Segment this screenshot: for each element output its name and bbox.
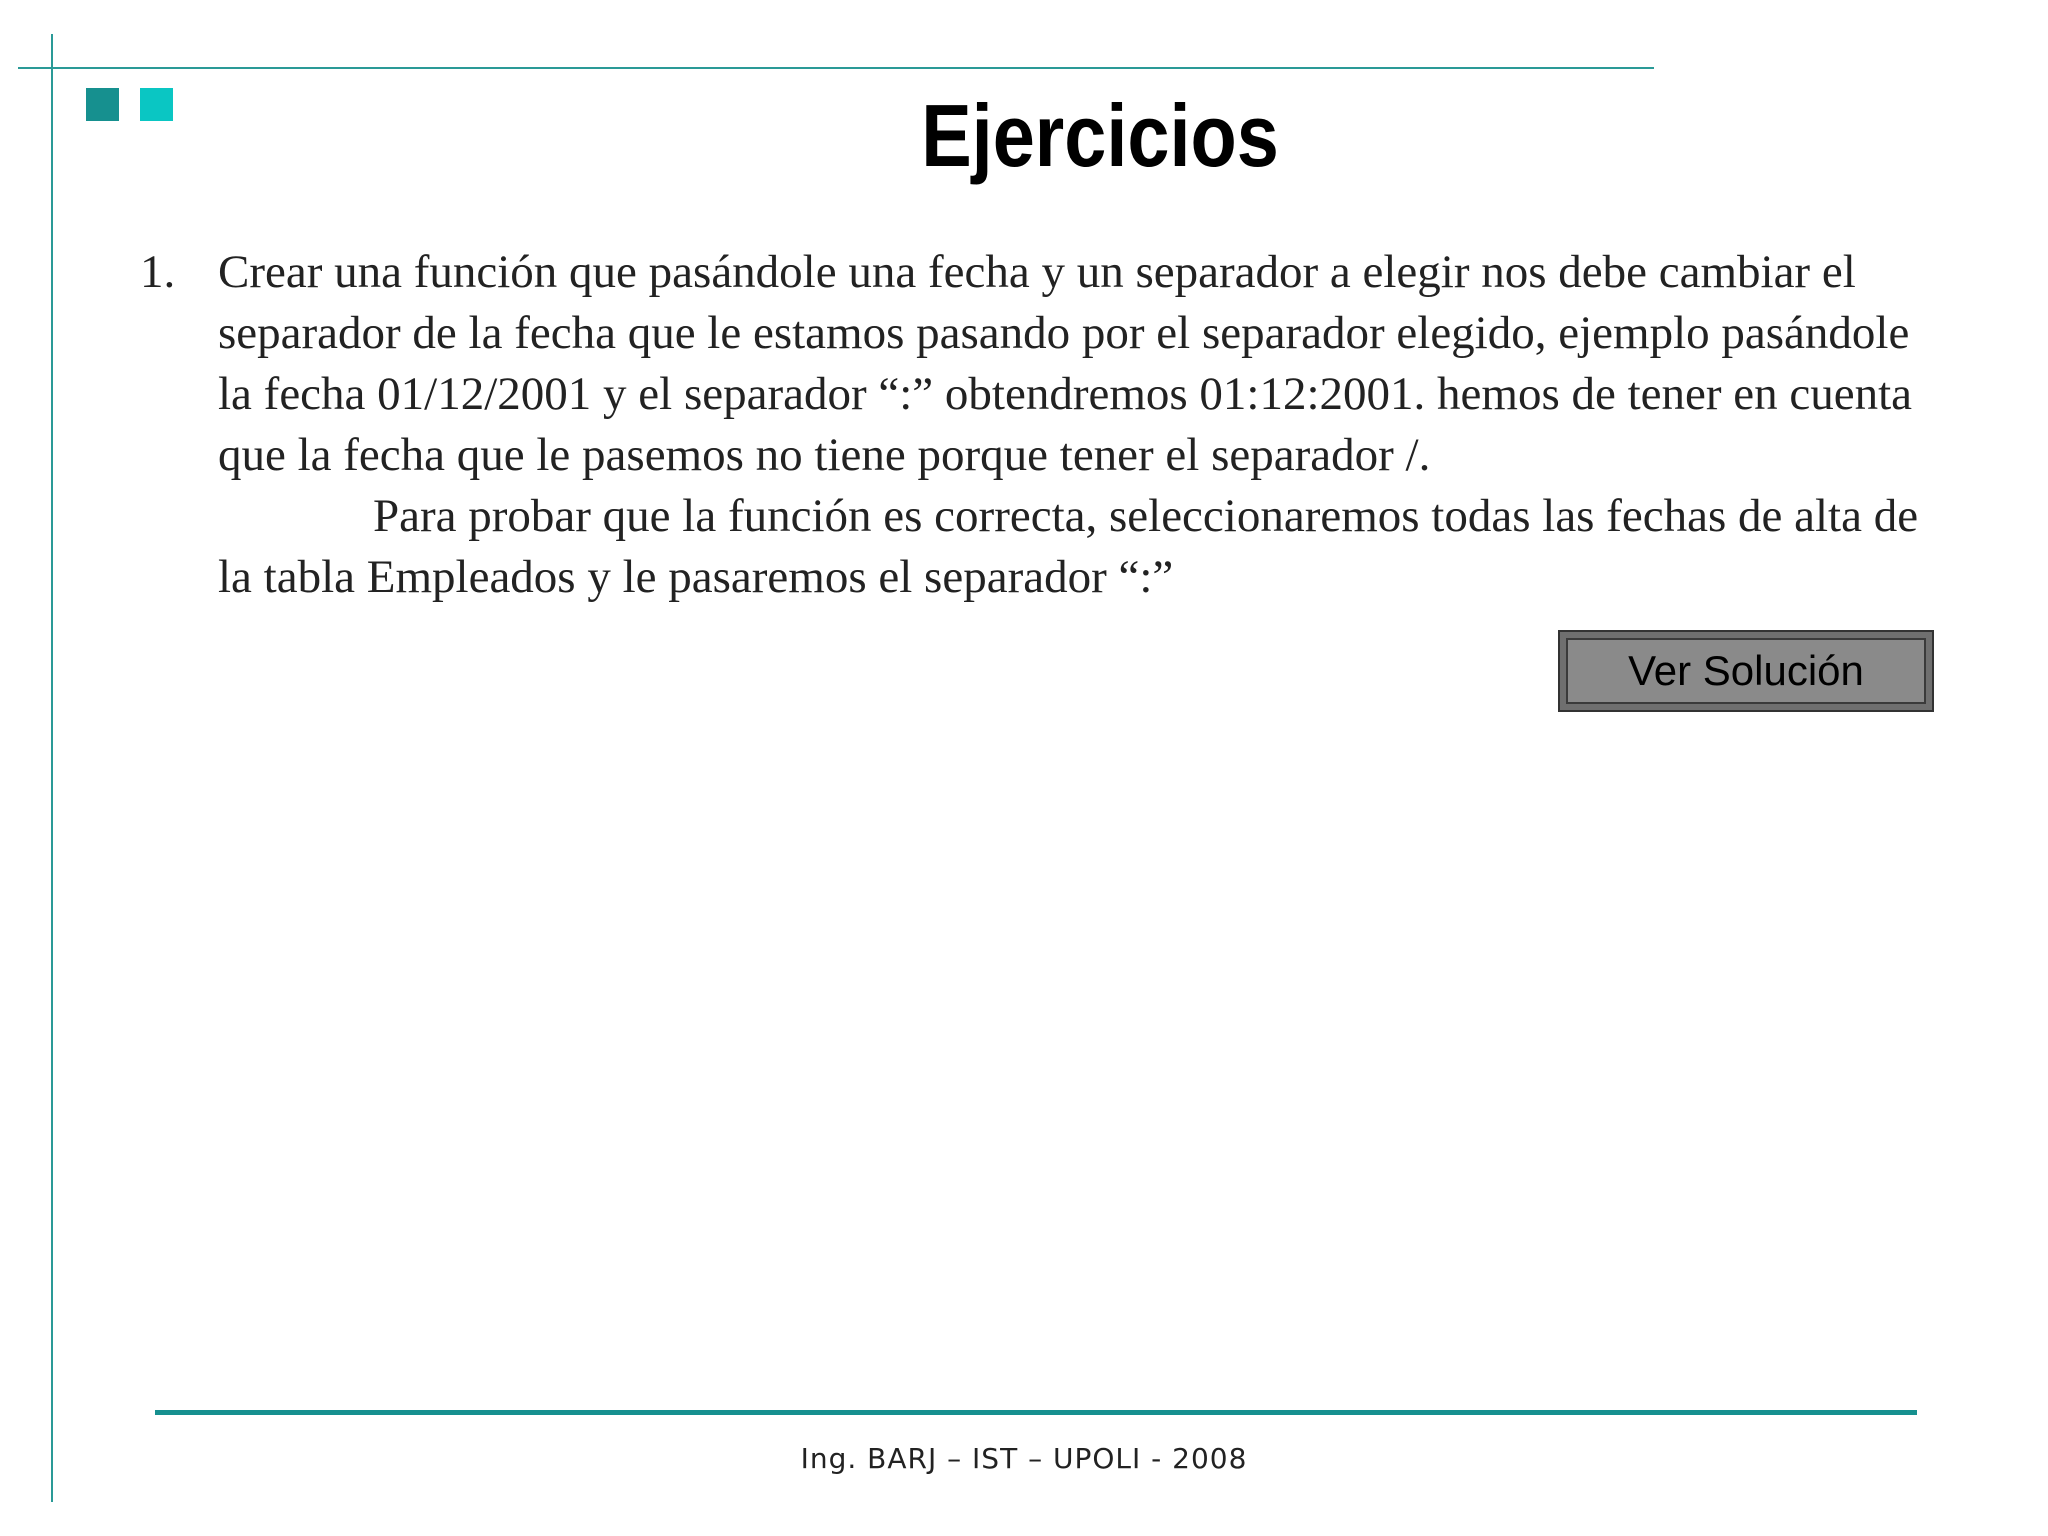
exercise-number: 1.: [140, 246, 176, 298]
top-horizontal-rule: [18, 67, 1654, 69]
exercise-paragraph-2: Para probar que la función es correcta, seleccionaremos todas las fechas de alta de la tabla Empleados y le pasaremos el separador “:”: [218, 490, 1919, 603]
decor-square-cyan: [140, 88, 173, 121]
left-vertical-rule: [51, 34, 53, 1502]
footer-rule: [155, 1410, 1917, 1415]
decor-square-teal: [86, 88, 119, 121]
view-solution-button[interactable]: Ver Solución: [1558, 630, 1934, 712]
exercise-paragraph-1: Crear una función que pasándole una fecha y un separador a elegir nos debe cambiar el separador de la fecha que le estamos pasando por el separador elegido, ejemplo pasándole la fecha 01/12/2001 y el separador “:” obtendremos 01:12:2001. hemos de tener en cuenta que la fecha que le pasemos no tiene porque tener el separador /.: [218, 246, 1913, 481]
exercise-body: [218, 242, 1928, 608]
footer-text: Ing. BARJ – IST – UPOLI - 2008: [800, 1442, 1248, 1475]
slide-title: Ejercicios: [921, 86, 1279, 185]
